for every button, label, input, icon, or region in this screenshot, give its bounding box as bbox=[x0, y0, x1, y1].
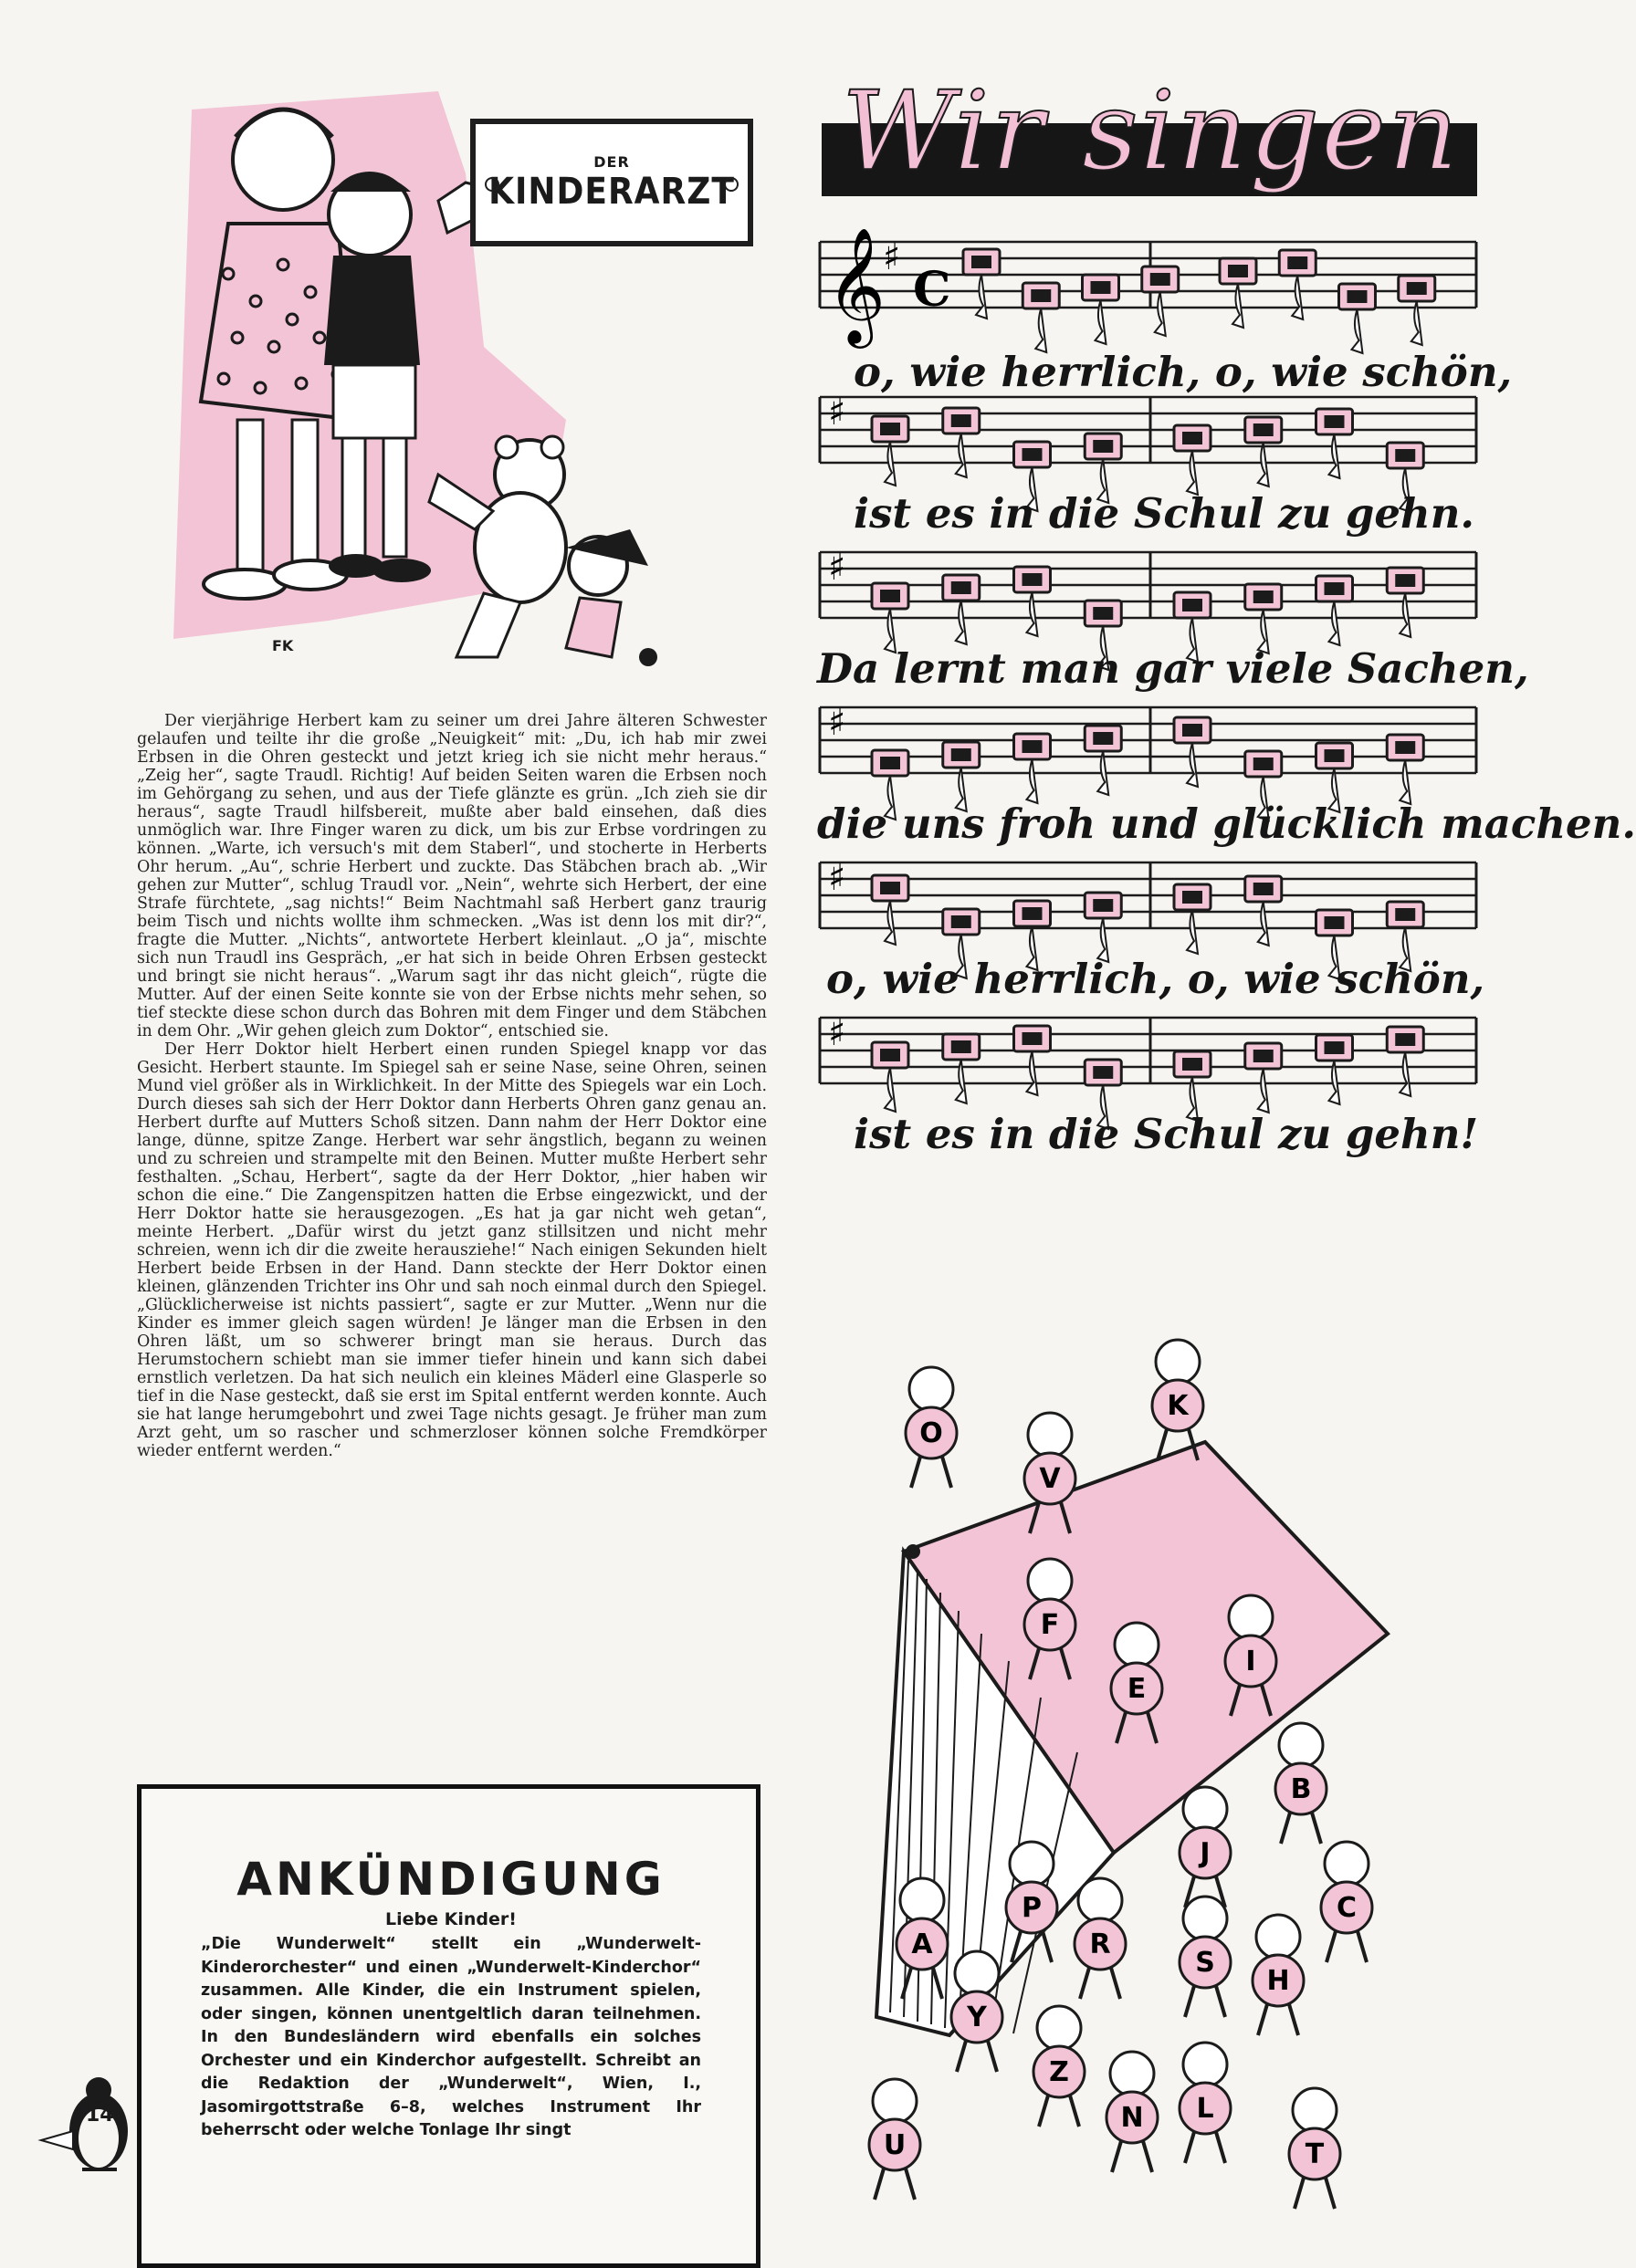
music-staff bbox=[817, 226, 1479, 343]
lyric-line: Da lernt man gar viele Sachen, bbox=[817, 644, 1529, 693]
story-text bbox=[137, 712, 767, 1460]
music-staff bbox=[817, 698, 1479, 803]
music-staff bbox=[817, 543, 1479, 648]
announcement-box bbox=[137, 1784, 760, 2268]
time-signature: C bbox=[913, 262, 951, 318]
letter-label: V bbox=[1039, 1463, 1061, 1495]
sharp-icon: ♯ bbox=[828, 392, 846, 434]
letter-label: J bbox=[1200, 1837, 1211, 1869]
letter-label: T bbox=[1305, 2138, 1325, 2170]
page-number-marker bbox=[37, 2067, 137, 2177]
music-staff bbox=[817, 388, 1479, 493]
letter-figure bbox=[1180, 2043, 1231, 2163]
letter-figure bbox=[1253, 1915, 1304, 2035]
letter-label: E bbox=[1127, 1673, 1147, 1705]
letter-figure bbox=[1180, 1897, 1231, 2017]
letter-label: F bbox=[1040, 1609, 1060, 1641]
song-title: Wir singen bbox=[842, 68, 1461, 195]
letter-figure bbox=[1152, 1340, 1203, 1460]
announcement-title: ANKÜNDIGUNG bbox=[236, 1853, 666, 1906]
sign-small-text: DER bbox=[593, 152, 630, 171]
sharp-icon: ♯ bbox=[828, 702, 846, 744]
letter-label: N bbox=[1120, 2102, 1144, 2134]
music-row bbox=[817, 388, 1479, 538]
lyric-line: o, wie herrlich, o, wie schön, bbox=[854, 348, 1513, 396]
sharp-icon: ♯ bbox=[828, 857, 846, 899]
lyric-line: o, wie herrlich, o, wie schön, bbox=[826, 955, 1485, 1003]
letter-label: L bbox=[1196, 2093, 1214, 2125]
letter-figure bbox=[1106, 2052, 1158, 2172]
letter-figure bbox=[951, 1951, 1002, 2072]
sharp-icon: ♯ bbox=[828, 1012, 846, 1054]
treble-clef-icon: 𝄞 bbox=[826, 226, 886, 343]
letter-label: S bbox=[1195, 1947, 1215, 1979]
music-row bbox=[817, 543, 1529, 693]
story-paragraph: Der Herr Doktor hielt Herbert einen runden Spiegel knapp vor das Gesicht. Herbert staunte. Im Spiegel sah er seine Nase, seine Ohren, seinen Mund viel größer als in Wirklichkeit. In der Mitte des Spiegels war ein Loch. Durch dieses sah sich der Herr Doktor dann Herberts Ohren ganz genau an. Herbert durfte auf Mutters Schoß sitzen. Dann nahm der Herr Doktor eine lange, dünne, spitze Zange. Herbert war sehr ängstlich, begann zu weinen und zu schreien und strampelte mit den Beinen. Mutter mußte Herbert sehr festhalten. „Schau, Herbert“, sagte da der Herr Doktor, „hier haben wir schon die eine.“ Die Zangenspitzen hatten die Erbse eingezwickt, und der Herr Doktor hatte sie herausgezogen. „Es hat ja gar nicht weh getan“, meinte Herbert. „Dafür wirst du jetzt ganz stillsitzen und nicht mehr schreien, wenn ich dir die zweite herausziehe!“ Nach einigen Sekunden hielt Herbert beide Erbsen in der Hand. Dann steckte der Herr Doktor einen kleinen, glänzenden Trichter ins Ohr und sah noch einmal durch den Spiegel. „Glücklicherweise ist nichts passiert“, sagte er zur Mutter. „Wenn nur die Kinder es immer gleich sagen würden! Je länger man die Erbsen in den Ohren läßt, um so schwerer bringt man sie heraus. Durch das Herumstochern schiebt man sie immer tiefer hinein und kann sich dabei ernstlich verletzen. Da hat sich neulich ein kleines Mäderl eine Glasperle so tief in die Nase gesteckt, daß sie erst im Spital entfernt werden konnte. Auch sie hat lange herumgebohrt und zwei Tage nichts gesagt. Je früher man zum Arzt geht, um so rascher und schmerzloser können solche Fremdkörper wieder entfernt werden.“ bbox=[137, 1040, 767, 1460]
letter-label: B bbox=[1290, 1773, 1312, 1805]
letter-figure bbox=[869, 2079, 920, 2200]
sharp-icon: ♯ bbox=[883, 236, 901, 278]
music-row bbox=[817, 1009, 1479, 1158]
letter-label: Y bbox=[967, 2001, 987, 2033]
music-staff bbox=[817, 1009, 1479, 1113]
letter-figure bbox=[1321, 1842, 1372, 1962]
sharp-icon: ♯ bbox=[828, 547, 846, 589]
screw-left-icon bbox=[485, 177, 499, 192]
lyric-line: ist es in die Schul zu gehn! bbox=[854, 1110, 1479, 1158]
letter-figure bbox=[906, 1367, 957, 1488]
doctor-illustration bbox=[137, 73, 776, 675]
letter-figure bbox=[1180, 1787, 1231, 1907]
song-header bbox=[822, 64, 1477, 205]
letter-label: C bbox=[1336, 1892, 1358, 1924]
letter-label: H bbox=[1266, 1965, 1290, 1997]
screw-right-icon bbox=[724, 177, 739, 192]
lyric-line: ist es in die Schul zu gehn. bbox=[854, 489, 1475, 538]
letter-figure bbox=[1289, 2088, 1340, 2209]
story-paragraph: Der vierjährige Herbert kam zu seiner um drei Jahre älteren Schwester gelaufen und teilte ihr die große „Neuigkeit“ mit: „Du, ich hab mir zwei Erbsen in die Ohren gesteckt und jetzt krieg ich sie nicht mehr heraus.“ „Zeig her“, sagte Traudl. Richtig! Auf beiden Seiten waren die Erbsen noch im Gehörgang zu sehen, und aus der Tiefe glänzte es grün. „Ich zieh sie dir heraus“, sagte Traudl hilfsbereit, mußte aber bald einsehen, daß dies unmöglich war. Ihre Finger waren zu dick, um bis zur Erbse vordringen zu können. „Warte, ich versuch's mit dem Staberl“, und stocherte in Herberts Ohr herum. „Au“, schrie Herbert und zuckte. Das Stäbchen brach ab. „Wir gehen zur Mutter“, schlug Traudl vor. „Nein“, wehrte sich Herbert, der eine Strafe fürchtete, „sag nichts!“ Beim Nachtmahl saß Herbert ganz traurig beim Tisch und nichts wollte ihm schmecken. „Was ist denn los mit dir?“, fragte die Mutter. „Nichts“, antwortete Herbert kleinlaut. „O ja“, mischte sich nun Traudl ins Gespräch, „er hat sich in beide Ohren Erbsen gesteckt und bringt sie nicht heraus“. „Warum sagt ihr das nicht gleich“, rügte die Mutter. Auf der einen Seite konnte sie von der Erbse nichts mehr sehen, so tief steckte diese schon durch das Bohren mit dem Finger und dem Stäbchen in dem Ohr. „Wir gehen gleich zum Doktor“, entschied sie. bbox=[137, 712, 767, 1040]
letter-label: R bbox=[1089, 1928, 1111, 1960]
music-row bbox=[817, 853, 1485, 1003]
music-row bbox=[817, 698, 1636, 848]
letter-figure bbox=[1075, 1878, 1126, 1999]
music-staff bbox=[817, 853, 1479, 958]
letter-label: Z bbox=[1049, 2056, 1069, 2088]
book-drawing bbox=[822, 1342, 1479, 2254]
music-row bbox=[817, 226, 1513, 396]
letter-label: U bbox=[883, 2129, 907, 2161]
page-number: 14 bbox=[86, 2104, 114, 2127]
letter-figure bbox=[1275, 1723, 1327, 1844]
announcement-subtitle: Liebe Kinder! bbox=[385, 1909, 517, 1929]
announcement-body: „Die Wunderwelt“ stellt ein „Wunderwelt-Kinderorchester“ und einen „Wunderwelt-Kinderchor“ zusammen. Alle Kinder, die ein Instrument spielen, oder singen, können unentgeltlich daran teilnehmen. In den Bundesländern wird ebenfalls ein solches Orchester und ein Kinderchor aufgestellt. Schreibt an die Redaktion der „Wunderwelt“, Wien, I., Jasomirgottstraße 6–8, welches Instrument Ihr beherrscht oder welche Tonlage Ihr singt bbox=[201, 1935, 701, 2139]
letter-label: I bbox=[1245, 1646, 1256, 1677]
letter-label: K bbox=[1167, 1390, 1189, 1422]
illustrator-signature: FK bbox=[272, 637, 294, 654]
kinderarzt-sign bbox=[470, 119, 753, 246]
letter-figure bbox=[1033, 2006, 1085, 2127]
letter-label: O bbox=[919, 1417, 943, 1449]
sign-big-text: KINDERARZT bbox=[488, 170, 735, 213]
alphabet-book-illustration bbox=[822, 1342, 1479, 2254]
letter-label: A bbox=[911, 1928, 933, 1960]
letter-label: P bbox=[1022, 1892, 1042, 1924]
lyric-line: die uns froh und glücklich machen. bbox=[817, 800, 1636, 848]
